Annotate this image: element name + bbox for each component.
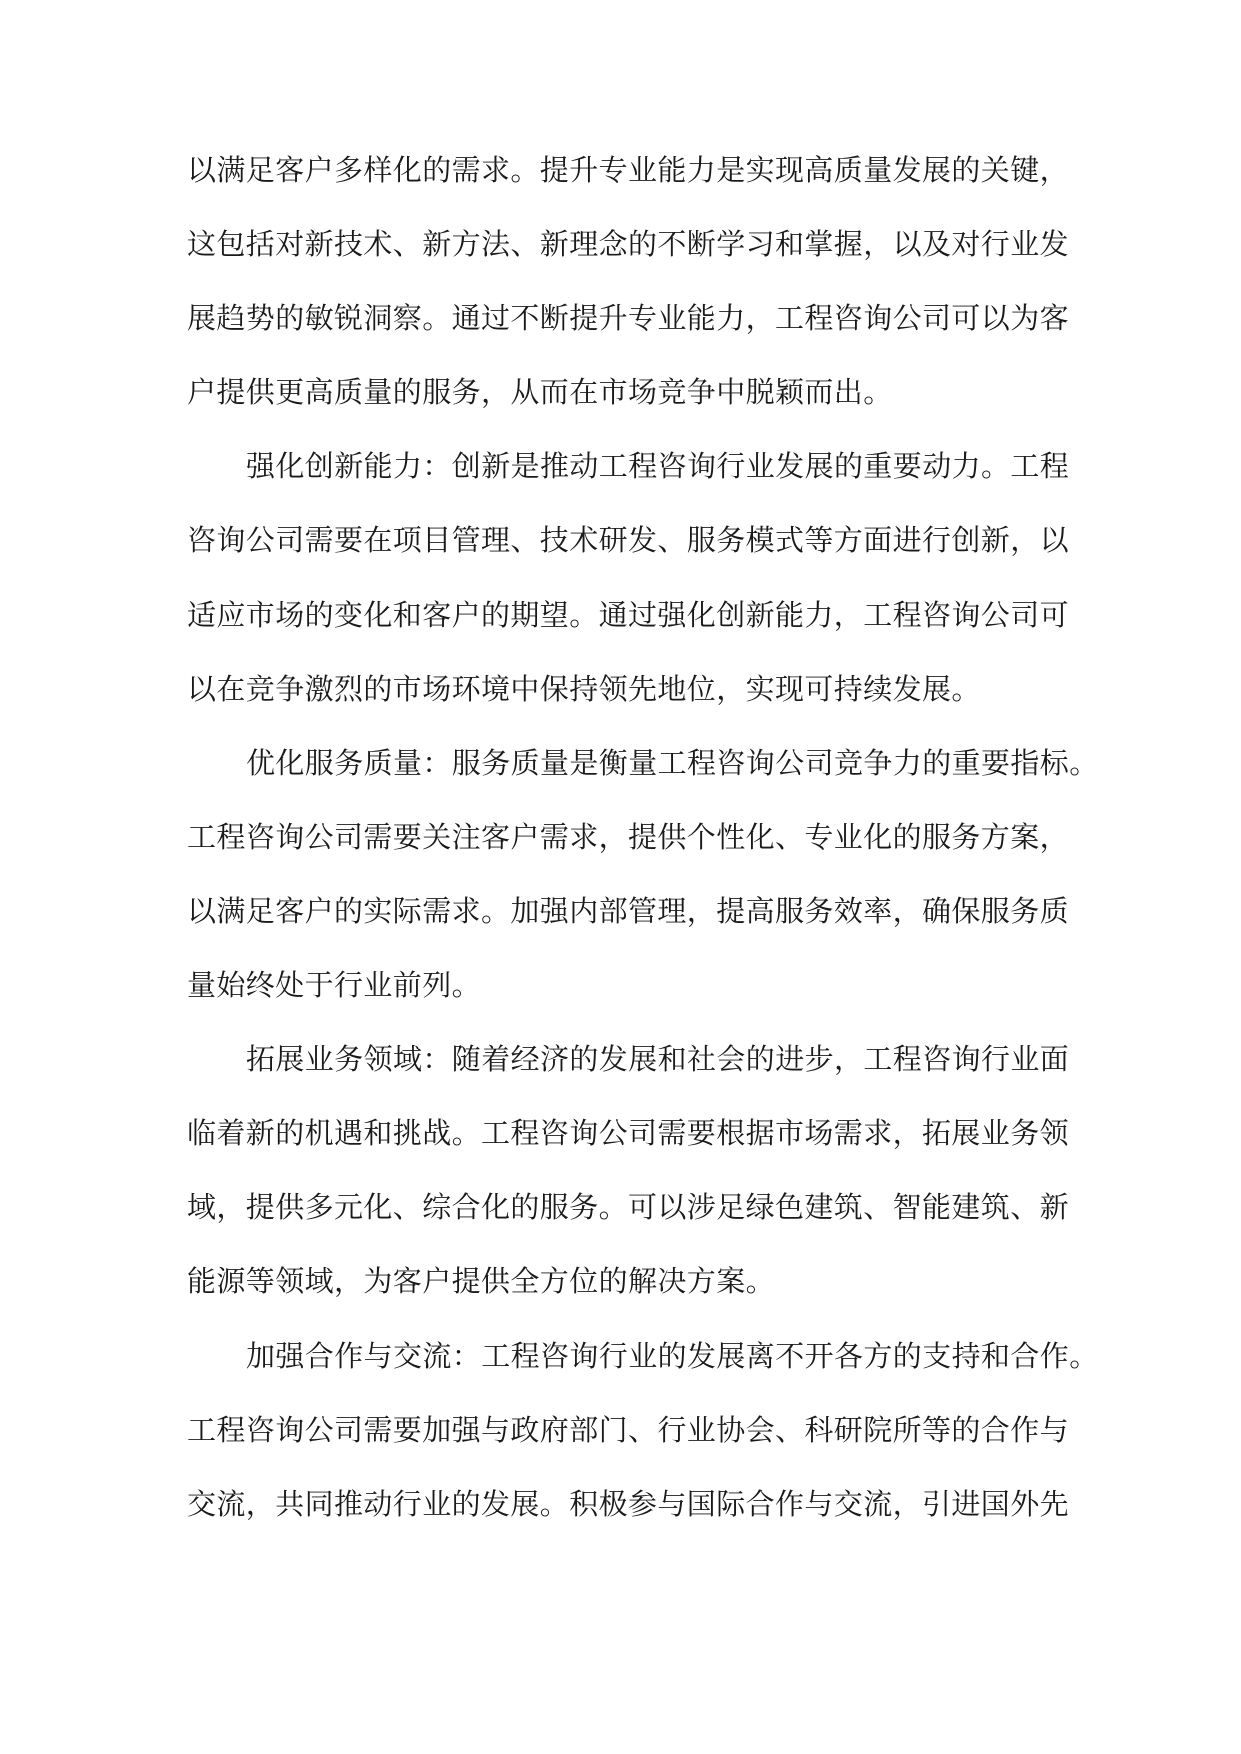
text-line: 这包括对新技术、新方法、新理念的不断学习和掌握，以及对行业发 [187,227,1070,262]
paragraph-innovation-capability [187,439,1070,735]
paragraph-professional-capability [187,143,1070,439]
text-line: 工程咨询公司需要加强与政府部门、行业协会、科研院所等的合作与 [187,1412,1070,1447]
text-line: 以满足客户的实际需求。加强内部管理，提高服务效率，确保服务质 [187,893,1070,928]
text-line: 以在竞争激烈的市场环境中保持领先地位，实现可持续发展。 [187,671,981,706]
text-line: 适应市场的变化和客户的期望。通过强化创新能力，工程咨询公司可 [187,597,1070,632]
paragraph-service-quality [187,736,1099,1032]
text-line: 加强合作与交流：工程咨询行业的发展离不开各方的支持和合作。 [246,1338,1099,1373]
paragraph-business-expansion [187,1032,1070,1328]
text-line: 以满足客户多样化的需求。提升专业能力是实现高质量发展的关键， [187,153,1070,187]
text-line: 优化服务质量：服务质量是衡量工程咨询公司竞争力的重要指标。 [246,745,1099,780]
text-line: 户提供更高质量的服务，从而在市场竞争中脱颖而出。 [187,375,893,410]
text-line: 拓展业务领域：随着经济的发展和社会的进步，工程咨询行业面 [246,1042,1070,1077]
text-line: 临着新的机遇和挑战。工程咨询公司需要根据市场需求，拓展业务领 [187,1116,1070,1151]
text-line: 域，提供多元化、综合化的服务。可以涉足绿色建筑、智能建筑、新 [187,1190,1070,1225]
text-line: 能源等领域，为客户提供全方位的解决方案。 [187,1264,776,1299]
paragraph-cooperation-exchange [187,1329,1099,1551]
text-line: 交流，共同推动行业的发展。积极参与国际合作与交流，引进国外先 [187,1486,1070,1521]
text-line: 工程咨询公司需要关注客户需求，提供个性化、专业化的服务方案， [187,819,1070,854]
text-line: 展趋势的敏锐洞察。通过不断提升专业能力，工程咨询公司可以为客 [187,301,1070,336]
document-body [187,143,1099,1551]
text-line: 强化创新能力：创新是推动工程咨询行业发展的重要动力。工程 [246,449,1070,484]
text-line: 量始终处于行业前列。 [187,968,482,1003]
text-line: 咨询公司需要在项目管理、技术研发、服务模式等方面进行创新，以 [187,523,1070,558]
